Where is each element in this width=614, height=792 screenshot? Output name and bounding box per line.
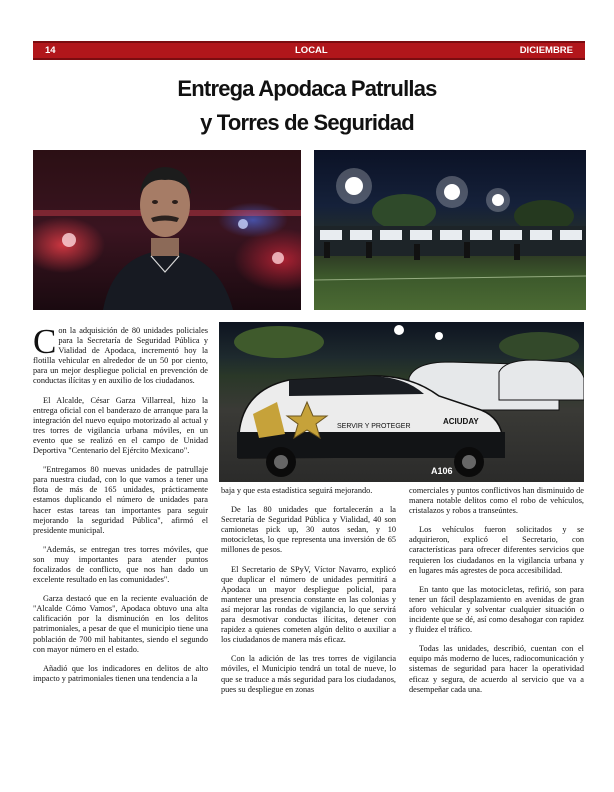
article-column-3 <box>409 486 584 704</box>
patrol-car-photo <box>219 322 584 482</box>
fleet-field-illustration <box>314 150 586 310</box>
car-door-text: SERVIR Y PROTEGER <box>337 423 411 430</box>
paragraph: Añadió que los indicadores en delitos de alto impacto y patrimoniales tienen una tendencia a la <box>33 663 208 683</box>
headline-line-2: y Torres de Seguridad <box>200 110 414 135</box>
issue-month: DICIEMBRE <box>519 45 573 56</box>
paragraph: "Además, se entregan tres torres móviles, que son muy importantes para atender puntos focalizados de conflicto, que nos han dado un excelente resultado en las comunidades". <box>33 544 208 585</box>
article-column-1 <box>33 322 208 693</box>
paragraph: baja y que esta estadística seguirá mejorando. <box>221 486 373 495</box>
paragraph: Todas las unidades, describió, cuentan con el equipo más moderno de luces, radiocomunicación y sistemas de seguridad para hacer la operatividad eficaz y segura, de acuerdo al servicio que va a desempeñar cada una. <box>409 644 584 694</box>
paragraph: "Entregamos 80 nuevas unidades de patrullaje para nuestra ciudad, con lo que vamos a tener una flota de más de 165 unidades, prácticamente estamos duplicando el número de unidades para hacer estas tareas tan importantes para seguir mejorando la seguridad Pública", afirmó el presidente municipal. <box>33 465 208 535</box>
paragraph: El Alcalde, César Garza Villarreal, hizo la entrega oficial con el banderazo de arranque para la integración del nuevo equipo motorizado al actual y tres torres de vigilancia urbana móviles, en un evento que se realizó en el campo de Unidad Deportiva "Centenario del Ejército Mexicano". <box>33 395 208 456</box>
section-label: LOCAL <box>295 45 328 56</box>
mayor-portrait-photo <box>33 150 301 310</box>
article-headline <box>0 72 614 140</box>
paragraph: Garza destacó que en la reciente evaluación de "Alcalde Cómo Vamos", Apodaca obtuvo una alta calificación por la disminución en los delitos patrimoniales, a pesar de que el municipio tiene una población de 700 mil habitantes, siendo el segundo con mayor número en el estado. <box>33 594 208 654</box>
mayor-portrait-illustration <box>33 150 301 310</box>
page-number: 14 <box>45 45 56 56</box>
paragraph: De las 80 unidades que fortalecerán a la Secretaría de Seguridad Pública y Vialidad, 40 son camionetas pick up, 30 autos sedan, y 10 motocicletas, lo que representa una inversión de 65 millones de pesos. <box>221 505 396 555</box>
paragraph-text: on la adquisición de 80 unidades policiales para la Secretaría de Seguridad Pública y Vialidad de Apodaca, incrementó hoy la flotilla vehicular en alrededor de un 50 por ciento, para un mejor despliegue policial en prevención de conductas ilícitas y en auxilio de los ciudadanos. <box>33 326 208 386</box>
car-brand-text: ACIUDAY <box>443 417 479 426</box>
page-header-bar <box>33 41 585 60</box>
headline-line-1: Entrega Apodaca Patrullas <box>177 76 437 101</box>
paragraph: El Secretario de SPyV, Víctor Navarro, explicó que duplicar el número de unidades permitirá a Apodaca un mayor despliegue policial, para mantener una presencia constante en las colonias y así mejorar las rondas de vigilancia, lo que servirá para desmotivar conductas ilícitas, detener con rapidez a quienes cometen algún delito o auxiliar a los ciudadanos de manera más eficaz. <box>221 564 396 645</box>
paragraph: Con la adición de las tres torres de vigilancia móviles, el Municipio tendrá un total de nueve, lo que se traduce a más seguridad para los ciudadanos, pues su despliegue en zonas <box>221 654 396 694</box>
drop-cap: C <box>33 322 57 361</box>
fleet-field-photo <box>314 150 586 310</box>
paragraph: comerciales y puntos conflictivos han disminuido de manera notable delitos como el robo de vehículos, cristalazos y robos a transeúntes. <box>409 486 584 516</box>
car-unit-number: A106 <box>431 466 453 476</box>
paragraph: En tanto que las motocicletas, refirió, son para tener un fácil desplazamiento en avenidas de gran aforo vehicular y solventar cualquier situación o incidente que se dé, así como desahogar con rapidez y fluidez el tráfico. <box>409 584 584 635</box>
article-column-2 <box>221 486 396 704</box>
patrol-car-illustration <box>219 322 584 482</box>
paragraph <box>33 322 208 387</box>
paragraph: Los vehículos fueron solicitados y se adquirieron, explicó el Secretario, con características para ofrecer diferentes servicios que requieren los ciudadanos en la vigilancia urbana y en lugares más agrestes de poca accesibilidad. <box>409 525 584 575</box>
